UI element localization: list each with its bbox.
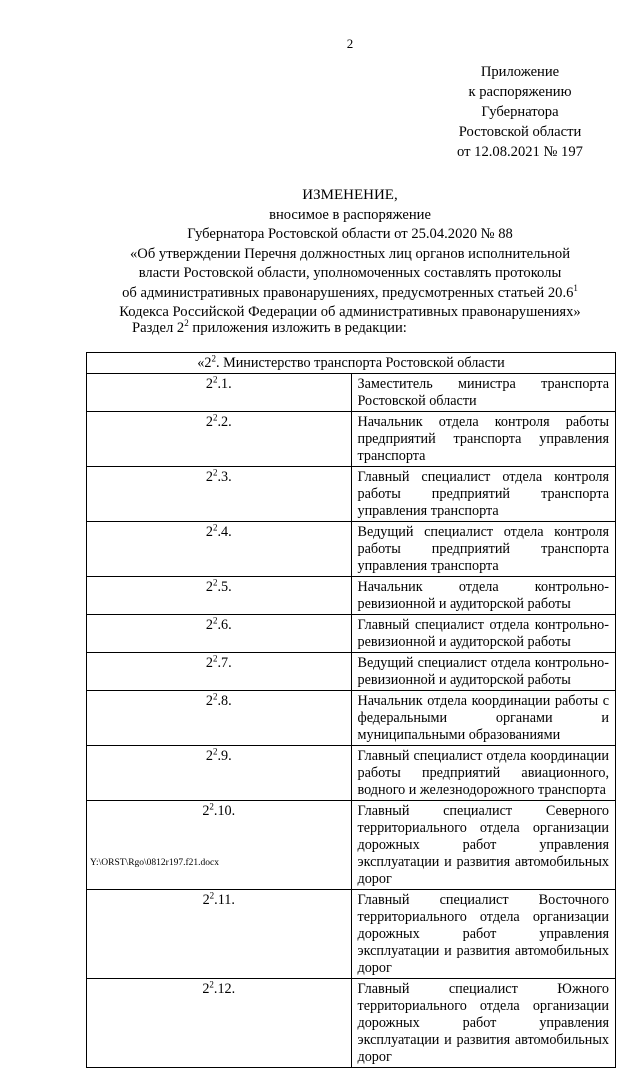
row-position-text: Главный специалист Южного территориального отдела организации дорожных работ управления эксплуатации и развития автомобильных дорог <box>351 979 616 1068</box>
row-number <box>87 691 352 746</box>
row-position-text: Главный специалист Восточного территориального отдела организации дорожных работ управления эксплуатации и развития автомобильных дорог <box>351 890 616 979</box>
row-number-superscript: 2 <box>212 653 218 664</box>
row-number-base: 2 <box>205 579 213 595</box>
row-number-tail: .2. <box>217 414 232 430</box>
section-header-after: . Министерство транспорта Ростовской области <box>215 355 505 371</box>
row-number-tail: .3. <box>217 469 232 485</box>
row-number <box>87 412 352 467</box>
row-position-text: Главный специалист Северного территориального отдела организации дорожных работ управления эксплуатации и развития автомобильных дорог <box>351 801 616 890</box>
table-row <box>87 890 616 979</box>
row-number-tail: .7. <box>217 655 232 671</box>
row-number-superscript: 2 <box>212 374 218 385</box>
row-number-base: 2 <box>205 693 213 709</box>
row-number-tail: .11. <box>214 892 235 908</box>
row-number-tail: .9. <box>217 748 232 764</box>
row-number <box>87 577 352 615</box>
table-row <box>87 691 616 746</box>
section-header-superscript: 2 <box>211 353 216 364</box>
file-path-footer: Y:\ORST\Rgo\0812r197.f21.docx <box>90 858 219 868</box>
row-position-text: Ведущий специалист отдела контроля работы предприятий транспорта управления транспорта <box>351 522 616 577</box>
table-row <box>87 412 616 467</box>
row-number-tail: .10. <box>213 803 236 819</box>
row-number-base: 2 <box>202 981 210 997</box>
table-row <box>87 615 616 653</box>
row-position-text: Заместитель министра транспорта Ростовской области <box>351 374 616 412</box>
row-number-superscript: 2 <box>212 522 218 533</box>
title-line: Губернатора Ростовской области от 25.04.2020 № 88 <box>187 226 513 242</box>
title-line: вносимое в распоряжение <box>269 206 431 223</box>
intro-before: Раздел 2 <box>132 320 185 336</box>
row-number-superscript: 2 <box>209 801 214 812</box>
row-number-tail: .5. <box>217 579 232 595</box>
table-row <box>87 979 616 1068</box>
table-row <box>87 374 616 412</box>
annex-line: Губернатора <box>481 104 559 120</box>
row-number-base: 2 <box>205 414 213 430</box>
table-row <box>87 746 616 801</box>
row-number-tail: .12. <box>213 981 236 997</box>
intro-superscript: 2 <box>184 318 189 329</box>
row-number <box>87 801 352 890</box>
row-number-base: 2 <box>202 892 210 908</box>
positions-table <box>86 352 616 1068</box>
row-position-text: Начальник отдела контрольно-ревизионной и аудиторской работы <box>351 577 616 615</box>
intro-paragraph <box>132 320 407 337</box>
title-superscript: 1 <box>573 282 578 293</box>
row-number-base: 2 <box>205 617 213 633</box>
row-number-superscript: 2 <box>209 890 215 901</box>
table-row <box>87 653 616 691</box>
annex-line: Ростовской области <box>458 124 582 140</box>
row-position-text: Ведущий специалист отдела контрольно-ревизионной и аудиторской работы <box>351 653 616 691</box>
row-number <box>87 467 352 522</box>
row-number-superscript: 2 <box>212 746 218 757</box>
row-number-base: 2 <box>205 469 213 485</box>
title-line: власти Ростовской области, уполномоченных составлять протоколы <box>138 265 562 281</box>
row-number-tail: .8. <box>217 693 232 709</box>
row-number-superscript: 2 <box>212 412 218 423</box>
annex-block <box>420 62 620 162</box>
row-number-base: 2 <box>205 748 213 764</box>
row-number-tail: .1. <box>217 376 232 392</box>
row-number <box>87 653 352 691</box>
title-heading: ИЗМЕНЕНИЕ, <box>302 187 398 203</box>
section-header-before: «2 <box>197 355 212 371</box>
title-line-text: об административных правонарушениях, предусмотренных статьей 20.6 <box>122 284 574 301</box>
title-line <box>90 284 610 304</box>
row-number-superscript: 2 <box>212 577 218 588</box>
document-title <box>90 186 610 323</box>
row-position-text: Главный специалист отдела контроля работы предприятий транспорта управления транспорта <box>351 467 616 522</box>
page-number: 2 <box>346 36 354 51</box>
row-number <box>87 746 352 801</box>
row-number-superscript: 2 <box>212 615 218 626</box>
row-number <box>87 615 352 653</box>
row-number <box>87 522 352 577</box>
table-row <box>87 801 616 890</box>
table-row <box>87 467 616 522</box>
section-header-cell <box>87 353 616 374</box>
title-line: «Об утверждении Перечня должностных лиц органов исполнительной <box>129 245 570 262</box>
row-position-text: Главный специалист отдела контрольно-ревизионной и аудиторской работы <box>351 615 616 653</box>
row-position-text: Главный специалист отдела координации работы предприятий авиационного, водного и железнодорожного транспорта <box>351 746 616 801</box>
table-row <box>87 577 616 615</box>
row-number-superscript: 2 <box>212 691 218 702</box>
annex-line: от 12.08.2021 № 197 <box>457 144 583 160</box>
row-number-base: 2 <box>205 376 213 392</box>
row-number-superscript: 2 <box>212 467 218 478</box>
row-number-base: 2 <box>205 524 213 540</box>
table-row <box>87 522 616 577</box>
row-number-base: 2 <box>205 655 213 671</box>
annex-line: к распоряжению <box>468 84 572 100</box>
row-number-superscript: 2 <box>209 979 214 990</box>
row-number <box>87 374 352 412</box>
row-number-tail: .4. <box>217 524 232 540</box>
row-number <box>87 890 352 979</box>
title-line: Кодекса Российской Федерации об административных правонарушениях» <box>119 304 581 320</box>
row-number <box>87 979 352 1068</box>
row-position-text: Начальник отдела координации работы с федеральными органами и муниципальными образованиями <box>351 691 616 746</box>
row-number-base: 2 <box>202 803 210 819</box>
intro-after: приложения изложить в редакции: <box>188 320 407 336</box>
row-position-text: Начальник отдела контроля работы предприятий транспорта управления транспорта <box>351 412 616 467</box>
annex-line: Приложение <box>480 64 560 80</box>
row-number-tail: .6. <box>217 617 232 633</box>
section-header-row <box>87 353 616 374</box>
